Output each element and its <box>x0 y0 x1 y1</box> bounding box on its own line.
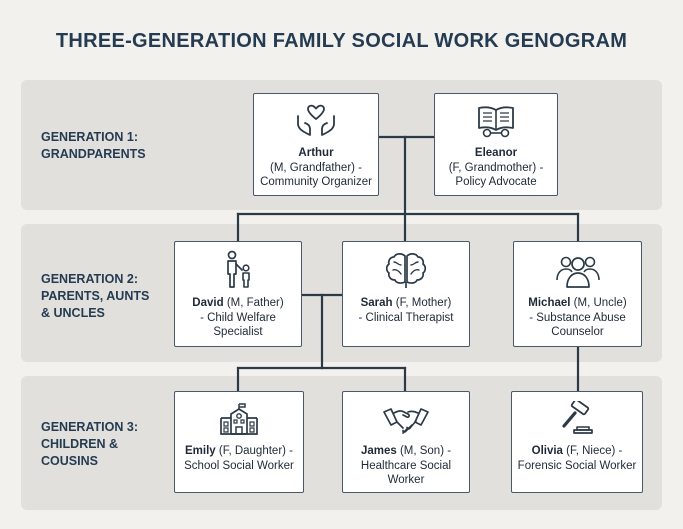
generation-2-label-line: PARENTS, AUNTS <box>41 289 150 303</box>
member-role-arthur: (M, Grandfather) - <box>269 161 363 174</box>
member-role-emily: (F, Daughter) - <box>215 445 293 457</box>
heart-hands-icon <box>294 104 338 138</box>
member-name-james: James <box>360 445 397 457</box>
member-occupation-james-cont: Worker <box>387 474 425 486</box>
generation-3-label-line: COUSINS <box>41 454 98 468</box>
brain-icon <box>384 250 428 290</box>
generation-2-label-line: & UNCLES <box>41 306 105 320</box>
member-occupation-sarah: - Clinical Therapist <box>358 311 454 324</box>
generation-2-label-line: GENERATION 2: <box>41 272 138 286</box>
member-name-michael: Michael <box>528 297 571 309</box>
member-card-david[interactable] <box>174 241 302 347</box>
member-occupation-michael: - Substance Abuse <box>529 311 626 324</box>
generation-1-label-line: GENERATION 1: <box>41 130 138 144</box>
member-occupation-emily: School Social Worker <box>184 459 294 472</box>
member-occupation-eleanor: Policy Advocate <box>455 176 537 188</box>
member-occupation-david-cont: Specialist <box>213 326 263 338</box>
book-glasses-icon <box>474 104 518 138</box>
group-icon <box>555 250 601 290</box>
generation-3-label-line: GENERATION 3: <box>41 420 138 434</box>
member-name-olivia: Olivia <box>531 445 563 457</box>
member-role-michael: (M, Uncle) <box>570 297 627 309</box>
member-card-arthur[interactable] <box>253 93 379 196</box>
member-occupation-michael-cont: Counselor <box>551 326 604 338</box>
member-name-eleanor: Eleanor <box>474 147 518 159</box>
member-occupation-david: - Child Welfare <box>200 311 276 324</box>
gavel-icon <box>556 401 598 437</box>
member-card-eleanor[interactable] <box>434 93 558 196</box>
member-role-eleanor: (F, Grandmother) - <box>448 161 544 174</box>
member-role-olivia: (F, Niece) - <box>562 445 623 457</box>
member-role-sarah: (F, Mother) <box>392 297 452 309</box>
member-occupation-olivia: Forensic Social Worker <box>517 459 637 472</box>
member-occupation-james: Healthcare Social <box>360 459 452 472</box>
member-name-david: David <box>192 297 224 309</box>
member-card-emily[interactable] <box>174 391 304 493</box>
generation-3-label-line: CHILDREN & <box>41 437 119 451</box>
generation-1-label-line: GRANDPARENTS <box>41 147 146 161</box>
member-card-olivia[interactable] <box>511 391 643 493</box>
member-name-emily: Emily <box>184 445 216 457</box>
school-icon <box>217 402 261 436</box>
page-title: THREE-GENERATION FAMILY SOCIAL WORK GENOGRAM <box>55 30 628 52</box>
handshake-icon <box>382 402 430 436</box>
member-card-james[interactable] <box>342 391 470 493</box>
member-name-arthur: Arthur <box>298 147 334 159</box>
member-role-james: (M, Son) - <box>396 445 452 457</box>
parent-child-icon <box>218 250 258 290</box>
member-card-michael[interactable] <box>513 241 642 347</box>
member-role-david: (M, Father) <box>223 297 284 309</box>
member-card-sarah[interactable] <box>342 241 470 347</box>
member-occupation-arthur: Community Organizer <box>260 176 372 188</box>
member-name-sarah: Sarah <box>360 297 393 309</box>
